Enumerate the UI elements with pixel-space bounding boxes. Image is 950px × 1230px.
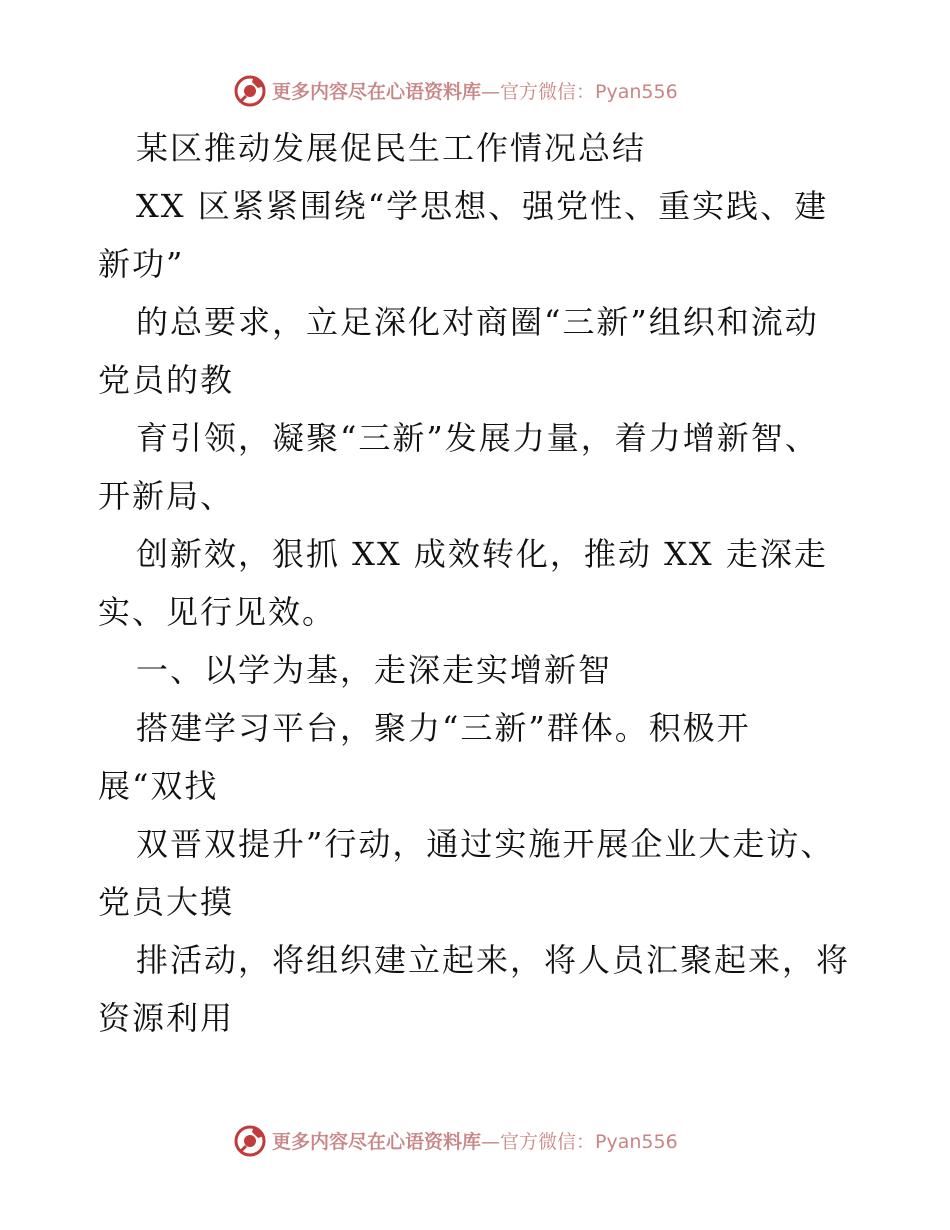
paragraph-line: 搭建学习平台，聚力“三新”群体。积极开 [136, 709, 751, 747]
paragraph-line: 排活动，将组织建立起来，将人员汇聚起来，将 [136, 941, 851, 979]
banner-contact-text: —官方微信：Pyan556 [481, 80, 678, 103]
paragraph-line: 党员的教 [98, 361, 235, 399]
paragraph-line: XX 区紧紧围绕“学思想、强党性、重实践、建 [136, 187, 829, 225]
section-heading: 一、以学为基，走深走实增新智 [136, 651, 613, 689]
paragraph-line: 资源利用 [98, 999, 235, 1037]
logo-icon [232, 72, 268, 108]
paragraph-line: 的总要求，立足深化对商圈“三新”组织和流动 [136, 303, 819, 341]
paragraph-line: 创新效，狠抓 XX 成效转化，推动 XX 走深走 [136, 535, 828, 573]
paragraph-line: 育引领，凝聚“三新”发展力量，着力增新智、 [136, 419, 819, 457]
paragraph-line: 开新局、 [98, 477, 235, 515]
paragraph-line: 实、见行见效。 [98, 593, 337, 631]
banner-contact-text: —官方微信：Pyan556 [481, 1130, 678, 1153]
paragraph-line: 党员大摸 [98, 883, 235, 921]
banner-main-text: 更多内容尽在心语资料库 [272, 80, 482, 103]
paragraph-line: 双晋双提升”行动，通过实施开展企业大走访、 [136, 825, 835, 863]
logo-icon [232, 1122, 268, 1158]
paragraph-line: 展“双找 [98, 767, 219, 805]
footer-watermark-banner [232, 1120, 752, 1160]
header-watermark-banner [232, 70, 752, 110]
document-title: 某区推动发展促民生工作情况总结 [136, 129, 647, 167]
paragraph-line: 新功” [98, 245, 185, 283]
banner-main-text: 更多内容尽在心语资料库 [272, 1130, 482, 1153]
